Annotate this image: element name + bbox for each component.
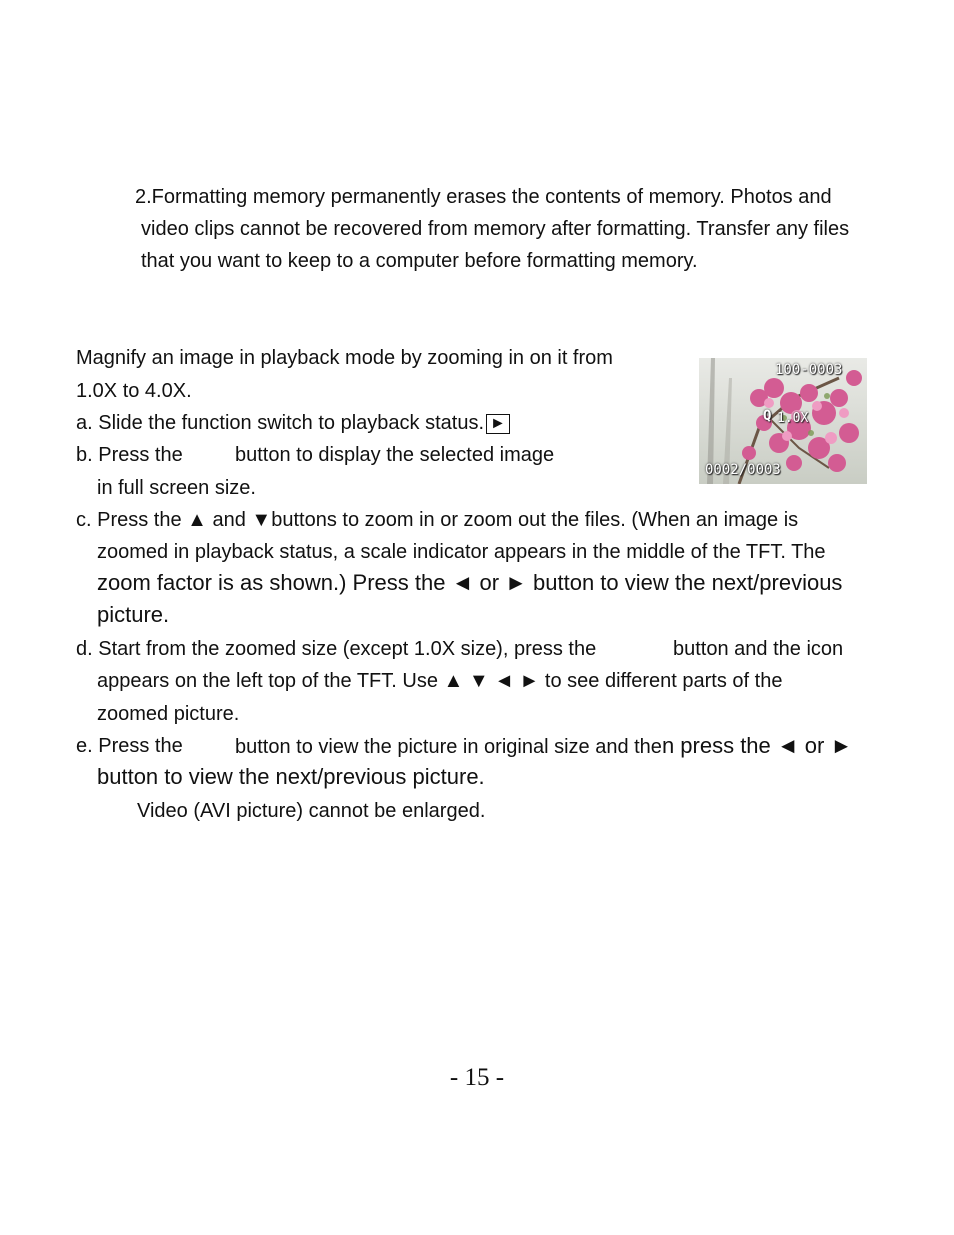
step-e-tail: n press the ◄ or ► bbox=[661, 733, 853, 758]
page-number: - 15 - bbox=[449, 1064, 505, 1091]
magnifier-icon: Q bbox=[763, 408, 772, 424]
step-a bbox=[76, 411, 510, 435]
zoom-indicator: 1.0X bbox=[777, 411, 809, 426]
step-d-pre: d. Start from the zoomed size (except 1.0X size), press the bbox=[76, 638, 597, 660]
note-line-1: 2.Formatting memory permanently erases the contents of memory. Photos and bbox=[135, 186, 832, 208]
step-c-line-1: c. Press the ▲ and ▼buttons to zoom in or zoom out the files. (When an image is bbox=[76, 509, 799, 531]
step-c-line-3: zoom factor is as shown.) Press the ◄ or ► button to view the next/previous bbox=[97, 570, 843, 595]
step-b-line-2: in full screen size. bbox=[97, 477, 256, 499]
note-line-2: video clips cannot be recovered from memory after formatting. Transfer any files bbox=[141, 218, 850, 240]
step-d-line-2: appears on the left top of the TFT. Use ▲ ▼ ◄ ► to see different parts of the bbox=[97, 670, 783, 692]
step-b-pre: b. Press the bbox=[76, 444, 183, 466]
step-a-text: a. Slide the function switch to playback status. bbox=[76, 412, 484, 434]
file-number: 100-0003 bbox=[775, 362, 843, 378]
intro-line-2: 1.0X to 4.0X. bbox=[76, 380, 192, 402]
step-c-line-4: picture. bbox=[97, 602, 170, 627]
step-e-line-2: button to view the next/previous picture. bbox=[97, 764, 485, 789]
image-count: 0002/0003 bbox=[705, 462, 781, 478]
note-line-3: that you want to keep to a computer before formatting memory. bbox=[141, 250, 698, 272]
step-d-post: button and the icon bbox=[673, 638, 844, 660]
step-e-pre: e. Press the bbox=[76, 735, 183, 757]
step-b-post: button to display the selected image bbox=[235, 444, 555, 466]
step-e-mid bbox=[235, 734, 852, 759]
step-c-line-2: zoomed in playback status, a scale indicator appears in the middle of the TFT. The bbox=[97, 541, 826, 563]
video-note: Video (AVI picture) cannot be enlarged. bbox=[137, 800, 486, 822]
playback-icon: ► bbox=[486, 414, 510, 434]
intro-line-1: Magnify an image in playback mode by zooming in on it from bbox=[76, 347, 613, 369]
step-e-mid-text: button to view the picture in original size and the bbox=[235, 736, 662, 758]
playback-zoom-screenshot bbox=[699, 358, 867, 484]
step-d-line-3: zoomed picture. bbox=[97, 703, 240, 725]
